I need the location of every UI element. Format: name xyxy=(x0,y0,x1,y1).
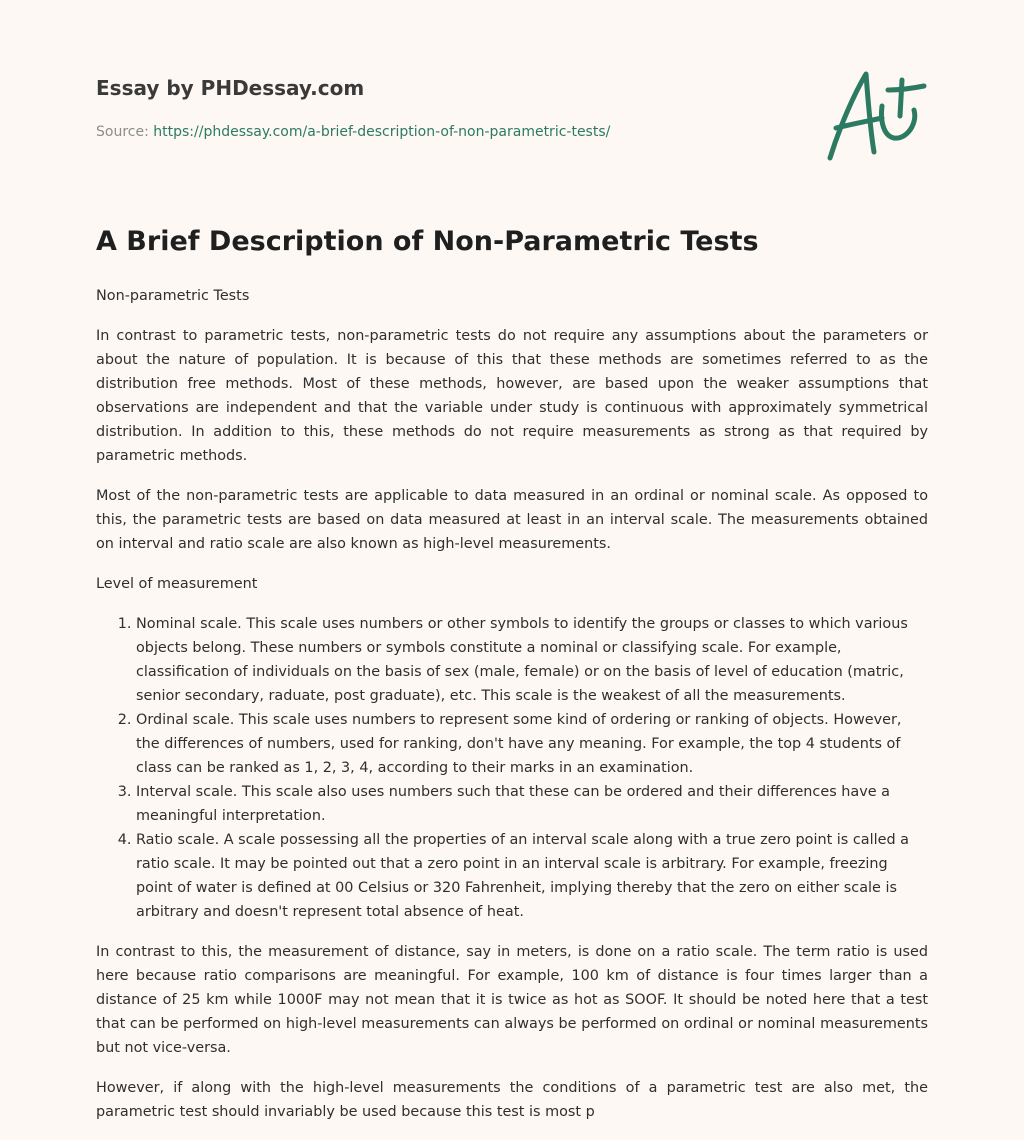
list-item: 3. Interval scale. This scale also uses numbers such that these can be ordered and their differences have a meaningful interpretation. xyxy=(136,780,928,828)
paragraph: Most of the non-parametric tests are applicable to data measured in an ordinal or nominal scale. As opposed to this, the parametric tests are based on data measured at least in an interval scale. The measurements obtained on interval and ratio scale are also known as high-level measurements. xyxy=(96,488,928,552)
source-label: Source: xyxy=(96,124,149,140)
paragraph-truncated: However, if along with the high-level measurements the conditions of a parametric test are also met, the parametric test should invariably be used because this test is most p xyxy=(96,1080,928,1120)
site-title: Essay by PHDessay.com xyxy=(96,76,365,100)
paragraph: In contrast to parametric tests, non-parametric tests do not require any assumptions about the parameters or about the nature of population. It is because of this that these methods are sometimes referred to as the distribution free methods. Most of these methods, however, are based upon the weaker assumptions that observations are independent and that the variable under study is continuous with approximately symmetrical distribution. In addition to this, these methods do not require measurements as strong as that required by parametric methods. xyxy=(96,328,928,464)
list-item: 4. Ratio scale. A scale possessing all the properties of an interval scale along with a true zero point is called a ratio scale. It may be pointed out that a zero point in an interval scale is arbitrary. For example, freezing point of water is defined at 00 Celsius or 320 Fahrenheit, implying thereby that the zero on either scale is arbitrary and doesn't represent total absence of heat. xyxy=(136,828,928,924)
paragraph: In contrast to this, the measurement of distance, say in meters, is done on a ratio scale. The term ratio is used here because ratio comparisons are meaningful. For example, 100 km of distance is four times larger than a distance of 25 km while 1000F may not mean that it is twice as hot as SOOF. It should be noted here that a test that can be performed on high-level measurements can always be performed on ordinal or nominal measurements but not vice-versa. xyxy=(96,944,928,1056)
source-link[interactable]: https://phdessay.com/a-brief-description-of-non-parametric-tests/ xyxy=(153,124,611,140)
list-item: 2. Ordinal scale. This scale uses numbers to represent some kind of ordering or ranking of objects. However, the differences of numbers, used for ranking, don't have any meaning. For example, the top 4 students of class can be ranked as 1, 2, 3, 4, according to their marks in an examination. xyxy=(136,708,928,780)
list-item: 1. Nominal scale. This scale uses numbers or other symbols to identify the groups or classes to which various objects belong. These numbers or symbols constitute a nominal or classifying scale. For example, classification of individuals on the basis of sex (male, female) or on the basis of level of education (matric, senior secondary, raduate, post graduate), etc. This scale is the weakest of all the measurements. xyxy=(136,612,928,708)
source-line xyxy=(96,124,610,140)
list-heading: Level of measurement xyxy=(96,576,258,592)
essay-content xyxy=(96,284,928,1140)
measurement-levels-list xyxy=(96,612,928,924)
section-subheading: Non-parametric Tests xyxy=(96,288,250,304)
document-title: A Brief Description of Non-Parametric Tests xyxy=(96,226,759,257)
a-plus-grade-icon xyxy=(824,66,928,166)
